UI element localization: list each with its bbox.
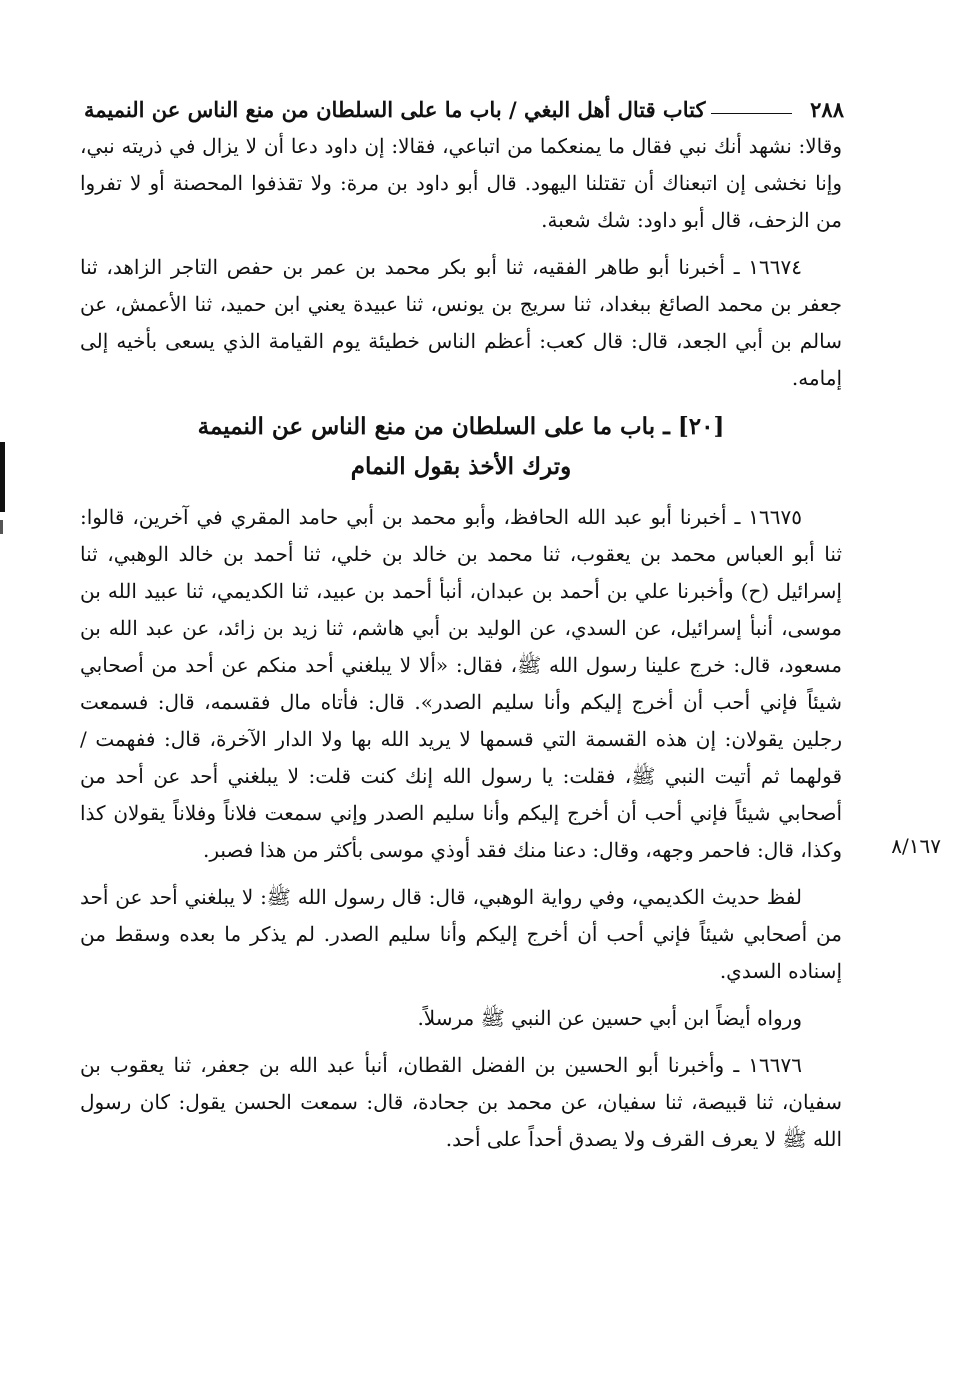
hadith-16676: ١٦٦٧٦ ـ وأخبرنا أبو الحسين بن الفضل القطان، أنبأ عبد الله بن جعفر، ثنا يعقوب بن سفيان، ثنا قبيصة، ثنا سفيان، عن محمد بن جحادة، قال: سمعت الحسن يقول: كان رسول الله ﷺ لا يعرف القرف ولا يصدق أحداً على أحد. [80, 1053, 842, 1151]
page-number: ٢٨٨ [810, 97, 844, 122]
paragraph-continuation: وقالا: نشهد أنك نبي فقال ما يمنعكما من اتباعي، فقالا: إن داود دعا أن لا يزال في ذريته نبي، وإنا نخشى إن اتبعناك أن تقتلنا اليهود. قال أبو داود بن مرة: ولا تقذفوا المحصنة أو لا تفروا من الزحف، قال أبو داود: شك شعبة. [80, 134, 842, 232]
commentary-paragraph: لفظ حديث الكديمي، وفي رواية الوهبي، قال: قال رسول الله ﷺ: لا يبلغني أحد عن أحد من أصحابي شيئاً فإني أحب أن أخرج إليكم وأنا سليم الصدر. لم يذكر ما بعده وسقط من إسناده السدي. [80, 885, 842, 983]
scan-edge-mark-small [0, 520, 3, 534]
chapter-heading-line-2: وترك الأخذ بقول النمام [350, 453, 572, 480]
chapter-heading-line-1: [٢٠] ـ باب ما على السلطان من منع الناس عن النميمة [197, 413, 725, 440]
hadith-16674: ١٦٦٧٤ ـ أخبرنا أبو طاهر الفقيه، ثنا أبو بكر محمد بن عمر بن حفص التاجر الزاهد، ثنا جعفر بن محمد الصائغ ببغداد، ثنا سريج بن يونس، ثنا عبيدة يعني ابن حميد، ثنا الأعمش، عن سالم بن أبي الجعد، قال: قال كعب: أعظم الناس خطيئة يوم القيامة الذي يسعى بأخيه إلى إمامه. [80, 255, 842, 390]
hadith-16675: ١٦٦٧٥ ـ أخبرنا أبو عبد الله الحافظ، وأبو محمد بن أبي حامد المقري في آخرين، قالوا: ثنا أبو العباس محمد بن يعقوب، ثنا محمد بن خالد بن خلي، ثنا أحمد بن خالد الوهبي، ثنا إسرائيل (ح) وأخبرنا علي بن أحمد بن عبدان، أنبأ أحمد بن عبيد، ثنا الكديمي، ثنا عبيد الله بن موسى، أنبأ إسرائيل، عن السدي، عن الوليد بن أبي هاشم، ثنا زيد بن زائد، عن عبد الله بن مسعود، قال: خرج علينا رسول الله ﷺ، فقال: «ألا لا يبلغني أحد منكم عن أحد من أصحابي شيئاً فإني أحب أن أخرج إليكم وأنا سليم الصدر». قال: فأتاه مال فقسمه، قال: فسمعت رجلين يقولان: إن هذه القسمة التي قسمها لا يريد الله بها ولا الدار الآخرة، قال: ففهمت / قولهما ثم أتيت النبي ﷺ، فقلت: يا رسول الله إنك كنت قلت: لا يبلغني أحد عن أحد من أصحابي شيئاً فإني أحب أن أخرج إليكم وأنا سليم الصدر وإني سمعت فلاناً وفلاناً يقولان كذا وكذا، قال: فاحمر وجهه، وقال: دعنا منك فقد أوذي موسى بأكثر من هذا فصبر. [80, 505, 842, 862]
running-header [84, 86, 844, 122]
running-title: كتاب قتال أهل البغي / باب ما على السلطان من منع الناس عن النميمة [84, 97, 706, 122]
mursal-note: ورواه أيضاً ابن أبي حسين عن النبي ﷺ مرسلاً. [417, 1006, 802, 1030]
margin-volume-marker: ٨/١٦٧ [891, 834, 941, 858]
page-body [80, 128, 842, 1168]
scan-edge-mark [0, 442, 5, 512]
header-rule [711, 113, 792, 114]
chapter-heading [80, 407, 842, 487]
